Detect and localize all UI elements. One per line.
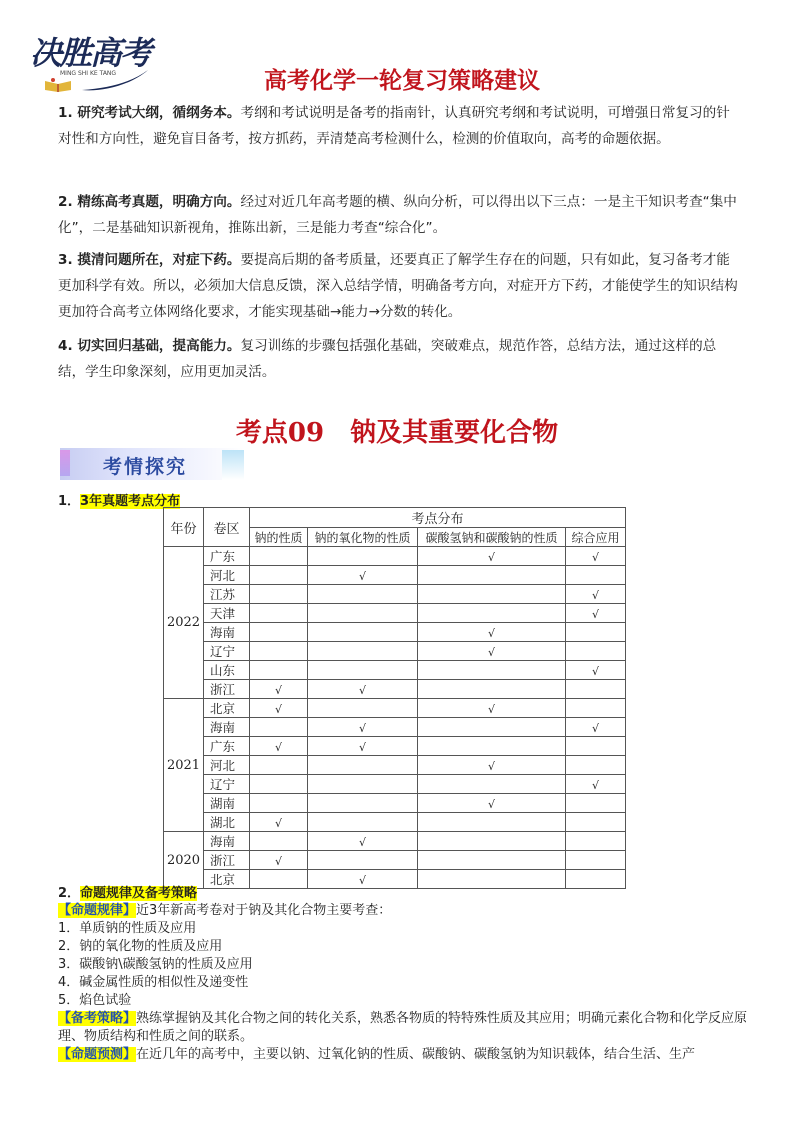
- table-row: [164, 680, 626, 699]
- mark-cell: [250, 870, 308, 889]
- check-mark: √: [358, 740, 366, 754]
- mark-cell: [418, 870, 566, 889]
- check-mark: √: [591, 607, 599, 621]
- mark-cell: [566, 585, 626, 604]
- region-cell: 山东: [204, 661, 250, 680]
- exam-distribution-table: [163, 507, 626, 889]
- table-row: [164, 756, 626, 775]
- mark-cell: [308, 832, 418, 851]
- region-cell: 河北: [204, 756, 250, 775]
- mark-cell: [250, 623, 308, 642]
- mark-cell: [566, 813, 626, 832]
- header-year: 年份: [164, 508, 204, 547]
- header-group: 考点分布: [250, 508, 626, 528]
- mark-cell: [308, 547, 418, 566]
- mark-cell: [566, 756, 626, 775]
- check-mark: √: [487, 626, 495, 640]
- mark-cell: [250, 813, 308, 832]
- table-row: [164, 661, 626, 680]
- mark-cell: [418, 851, 566, 870]
- region-cell: 海南: [204, 623, 250, 642]
- heading-strategy-num: 2．: [58, 886, 81, 901]
- mark-cell: [250, 851, 308, 870]
- mark-cell: [308, 585, 418, 604]
- strategy-text: 熟练掌握钠及其化合物之间的转化关系，熟悉各物质的特特殊性质及其应用；明确元素化合物和化学反应原理、物质结构和性质之间的联系。: [58, 1011, 748, 1044]
- region-cell: 湖南: [204, 794, 250, 813]
- mark-cell: [418, 737, 566, 756]
- advice-3-head: 3. 摸清问题所在，对症下药。: [58, 252, 241, 268]
- check-mark: √: [358, 683, 366, 697]
- advice-3: [58, 247, 740, 325]
- mark-cell: [566, 718, 626, 737]
- check-mark: √: [591, 721, 599, 735]
- mark-cell: [308, 623, 418, 642]
- table-row: [164, 566, 626, 585]
- table-row: [164, 604, 626, 623]
- check-mark: √: [274, 683, 282, 697]
- check-mark: √: [591, 588, 599, 602]
- table-row: [164, 832, 626, 851]
- mark-cell: [250, 775, 308, 794]
- logo-text: 决胜高考: [30, 34, 151, 72]
- header-col-2: 钠的氧化物的性质: [308, 528, 418, 547]
- section-title: 考点09 钠及其重要化合物: [235, 418, 559, 448]
- mark-cell: [308, 756, 418, 775]
- mark-cell: [250, 794, 308, 813]
- mark-cell: [566, 699, 626, 718]
- header-region: 卷区: [204, 508, 250, 547]
- advice-2-body: 经过对近几年高考题的横、纵向分析，可以得出以下三点：一是主干知识考查“集中化”，二是基础知识新视角，推陈出新，三是能力考查“综合化”。: [58, 194, 737, 236]
- table-row: [164, 623, 626, 642]
- mark-cell: [566, 566, 626, 585]
- mark-cell: [250, 737, 308, 756]
- strategy-tag: 【备考策略】: [58, 1011, 137, 1026]
- table-row: [164, 775, 626, 794]
- check-mark: √: [591, 778, 599, 792]
- table-row: [164, 851, 626, 870]
- advice-1-body: 考纲和考试说明是备考的指南针，认真研究考纲和考试说明，可增强日常复习的针对性和方向性，避免盲目备考，按方抓药，弄清楚高考检测什么，检测的价值取向，高考的命题依据。: [58, 105, 730, 147]
- table-row: [164, 737, 626, 756]
- mark-cell: [308, 870, 418, 889]
- mark-cell: [566, 832, 626, 851]
- table-row: [164, 699, 626, 718]
- mark-cell: [566, 775, 626, 794]
- mark-cell: [418, 547, 566, 566]
- forecast-line: [58, 1046, 748, 1064]
- mark-cell: [418, 756, 566, 775]
- heading-distribution: [58, 490, 180, 509]
- mark-cell: [418, 642, 566, 661]
- heading-distribution-text: 3年真题考点分布: [80, 494, 181, 509]
- mark-cell: [308, 566, 418, 585]
- mark-cell: [418, 775, 566, 794]
- mark-cell: [250, 585, 308, 604]
- table-row: [164, 794, 626, 813]
- region-cell: 海南: [204, 718, 250, 737]
- table-row: [164, 870, 626, 889]
- advice-4: [58, 333, 740, 385]
- law-item: 3．碳酸钠\碳酸氢钠的性质及应用: [58, 957, 253, 972]
- mark-cell: [250, 566, 308, 585]
- mark-cell: [308, 642, 418, 661]
- check-mark: √: [358, 835, 366, 849]
- check-mark: √: [487, 645, 495, 659]
- mark-cell: [566, 642, 626, 661]
- mark-cell: [566, 794, 626, 813]
- year-cell: 2020: [164, 832, 204, 889]
- region-cell: 广东: [204, 737, 250, 756]
- law-item: 4．碱金属性质的相似性及递变性: [58, 975, 249, 990]
- header-col-1: 钠的性质: [250, 528, 308, 547]
- table-header-row: [164, 508, 626, 528]
- advice-1: [58, 100, 740, 152]
- heading-strategy: [58, 882, 197, 901]
- check-mark: √: [358, 569, 366, 583]
- law-text: 近3年新高考卷对于钠及其化合物主要考查：: [136, 903, 392, 918]
- check-mark: √: [358, 721, 366, 735]
- mark-cell: [418, 699, 566, 718]
- table-row: [164, 813, 626, 832]
- mark-cell: [250, 718, 308, 737]
- law-item: 1．单质钠的性质及应用: [58, 921, 197, 936]
- law-item: 2．钠的氧化物的性质及应用: [58, 939, 223, 954]
- mark-cell: [418, 718, 566, 737]
- check-mark: √: [591, 550, 599, 564]
- mark-cell: [250, 756, 308, 775]
- region-cell: 湖北: [204, 813, 250, 832]
- region-cell: 河北: [204, 566, 250, 585]
- mark-cell: [250, 661, 308, 680]
- mark-cell: [418, 794, 566, 813]
- heading-strategy-text: 命题规律及备考策略: [80, 886, 198, 901]
- check-mark: √: [274, 740, 282, 754]
- banner-label: 考情探究: [103, 456, 188, 478]
- advice-1-head: 1. 研究考试大纲，循纲务本。: [58, 105, 241, 121]
- mark-cell: [308, 737, 418, 756]
- mark-cell: [566, 661, 626, 680]
- mark-cell: [250, 547, 308, 566]
- mark-cell: [566, 623, 626, 642]
- region-cell: 海南: [204, 832, 250, 851]
- advice-4-head: 4. 切实回归基础，提高能力。: [58, 338, 241, 354]
- mark-cell: [418, 661, 566, 680]
- check-mark: √: [274, 816, 282, 830]
- mark-cell: [566, 870, 626, 889]
- mark-cell: [566, 547, 626, 566]
- mark-cell: [308, 813, 418, 832]
- check-mark: √: [487, 550, 495, 564]
- advice-4-body: 复习训练的步骤包括强化基础，突破难点，规范作答，总结方法，通过这样的总结，学生印象深刻，应用更加灵活。: [58, 338, 717, 380]
- advice-2-head: 2. 精练高考真题，明确方向。: [58, 194, 241, 210]
- mark-cell: [418, 585, 566, 604]
- mark-cell: [418, 813, 566, 832]
- logo-subtext: MING SHI KE TANG: [60, 70, 117, 77]
- table-row: [164, 585, 626, 604]
- law-line: [58, 902, 748, 920]
- forecast-text: 在近几年的高考中，主要以钠、过氧化钠的性质、碳酸钠、碳酸氢钠为知识载体，结合生活、生产: [136, 1047, 696, 1062]
- mark-cell: [308, 775, 418, 794]
- check-mark: √: [274, 854, 282, 868]
- region-cell: 北京: [204, 699, 250, 718]
- mark-cell: [566, 737, 626, 756]
- table-row: [164, 642, 626, 661]
- advice-2: [58, 189, 740, 241]
- mark-cell: [418, 623, 566, 642]
- mark-cell: [308, 604, 418, 623]
- mark-cell: [308, 718, 418, 737]
- region-cell: 江苏: [204, 585, 250, 604]
- check-mark: √: [487, 759, 495, 773]
- heading-distribution-num: 1．: [58, 494, 81, 509]
- region-cell: 北京: [204, 870, 250, 889]
- page-title: 高考化学一轮复习策略建议: [264, 68, 540, 94]
- header-col-3: 碳酸氢钠和碳酸钠的性质: [418, 528, 566, 547]
- mark-cell: [250, 642, 308, 661]
- check-mark: √: [591, 664, 599, 678]
- mark-cell: [308, 851, 418, 870]
- mark-cell: [418, 604, 566, 623]
- mark-cell: [418, 566, 566, 585]
- mark-cell: [566, 851, 626, 870]
- law-item: 5．焰色试验: [58, 993, 132, 1008]
- year-cell: 2021: [164, 699, 204, 832]
- check-mark: √: [358, 873, 366, 887]
- law-tag: 【命题规律】: [58, 903, 137, 918]
- check-mark: √: [274, 702, 282, 716]
- advice-3-body: 要提高后期的备考质量，还要真正了解学生存在的问题，只有如此，复习备考才能更加科学有效。所以，必须加大信息反馈，深入总结学情，明确备考方向，对症开方下药，才能使学生的知识结构更加符合高考立体网络化要求，才能实现基础→能力→分数的转化。: [58, 252, 738, 320]
- mark-cell: [566, 604, 626, 623]
- mark-cell: [250, 699, 308, 718]
- region-cell: 辽宁: [204, 642, 250, 661]
- header-col-4: 综合应用: [566, 528, 626, 547]
- mark-cell: [250, 832, 308, 851]
- mark-cell: [418, 680, 566, 699]
- mark-cell: [250, 604, 308, 623]
- region-cell: 浙江: [204, 851, 250, 870]
- check-mark: √: [487, 702, 495, 716]
- region-cell: 辽宁: [204, 775, 250, 794]
- banner-accent: [60, 450, 70, 476]
- mark-cell: [308, 661, 418, 680]
- mark-cell: [250, 680, 308, 699]
- year-cell: 2022: [164, 547, 204, 699]
- region-cell: 天津: [204, 604, 250, 623]
- check-mark: √: [487, 797, 495, 811]
- strategy-line: [58, 1010, 748, 1046]
- banner-decoration: [222, 450, 244, 480]
- mark-cell: [308, 794, 418, 813]
- region-cell: 广东: [204, 547, 250, 566]
- mark-cell: [418, 832, 566, 851]
- table-row: [164, 718, 626, 737]
- forecast-tag: 【命题预测】: [58, 1047, 137, 1062]
- mark-cell: [308, 680, 418, 699]
- table-row: [164, 547, 626, 566]
- mark-cell: [566, 680, 626, 699]
- region-cell: 浙江: [204, 680, 250, 699]
- mark-cell: [308, 699, 418, 718]
